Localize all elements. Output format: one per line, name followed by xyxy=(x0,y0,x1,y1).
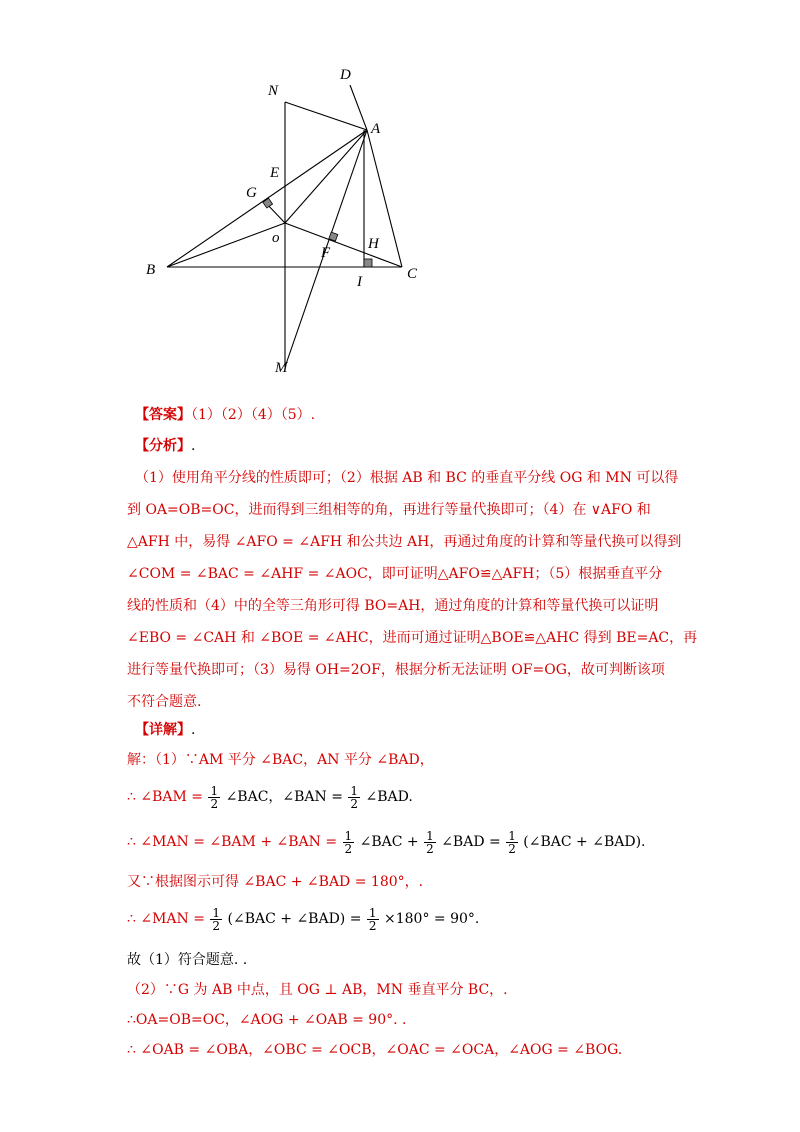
label-I: I xyxy=(357,274,362,290)
answer-line xyxy=(135,405,315,425)
fraction-half: $\frac{1}{2}$ xyxy=(344,828,353,856)
line-NA xyxy=(285,102,367,130)
fraction-half: $\frac{1}{2}$ xyxy=(426,828,434,856)
analysis-line-1: （1）使用角平分线的性质即可；（2）根据 AB 和 BC 的垂直平分线 OG 和 MN 可以得 xyxy=(135,470,679,486)
label-G: G xyxy=(246,185,257,201)
line-DA xyxy=(350,85,367,130)
answer-tag: 【答案】 xyxy=(135,407,191,423)
label-B: B xyxy=(146,262,156,278)
analysis-line-3: △AFH 中，易得 ∠AFO = ∠AFH 和公共边 AH，再通过角度的计算和等量代换可以得到 xyxy=(127,534,682,550)
analysis-line-2: 到 OA=OB=OC，进而得到三组相等的角，再进行等量代换即可；（4）在 ∨AFO 和 xyxy=(127,502,651,518)
analysis-heading: 【分析】. xyxy=(135,438,196,454)
label-E: E xyxy=(270,165,280,181)
label-N: N xyxy=(268,83,279,99)
detail-heading: 【详解】. xyxy=(135,722,196,738)
fraction-half: $\frac{1}{2}$ xyxy=(368,905,377,933)
fraction-half: $\frac{1}{2}$ xyxy=(210,783,219,811)
answer-text: （1）（2）（4）（5）. xyxy=(191,407,316,423)
line-OC xyxy=(285,223,402,267)
right-angle-I xyxy=(364,259,372,267)
analysis-line-8: 不符合题意. xyxy=(127,694,202,710)
detail-line-8: ∴OA=OB=OC，∠AOG + ∠OAB = 90°. . xyxy=(127,1012,407,1028)
label-H: H xyxy=(368,236,379,252)
detail-tag: 【详解】 xyxy=(135,722,191,738)
label-M: M xyxy=(275,360,288,376)
detail-line-7: （2）∵G 为 AB 中点，且 OG ⊥ AB，MN 垂直平分 BC，. xyxy=(127,982,508,998)
analysis-tag: 【分析】 xyxy=(135,438,191,454)
analysis-line-5: 线的性质和（4）中的全等三角形可得 BO=AH，通过角度的计算和等量代换可以证明 xyxy=(127,598,659,614)
fraction-half: $\frac{1}{2}$ xyxy=(508,828,516,856)
detail-line-4: 又∵根据图示可得 ∠BAC + ∠BAD = 180°，. xyxy=(127,874,424,890)
analysis-line-4: ∠COM = ∠BAC = ∠AHF = ∠AOC，即可证明△AFO≌△AFH；（5）根据垂直平分 xyxy=(127,566,663,582)
fraction-half: $\frac{1}{2}$ xyxy=(350,783,359,811)
detail-line-9: ∴ ∠OAB = ∠OBA，∠OBC = ∠OCB，∠OAC = ∠OCA，∠AOG = ∠BOG. xyxy=(127,1042,623,1058)
line-BO-extended xyxy=(167,223,285,267)
detail-line-1: 解：（1）∵AM 平分 ∠BAC，AN 平分 ∠BAD， xyxy=(127,752,434,768)
label-O: o xyxy=(272,230,280,246)
fraction-half: $\frac{1}{2}$ xyxy=(212,905,221,933)
line-AO xyxy=(285,130,367,223)
label-C: C xyxy=(407,266,418,282)
analysis-line-6: ∠EBO = ∠CAH 和 ∠BOE = ∠AHC，进而可通过证明△BOE≌△AHC 得到 BE=AC，再 xyxy=(127,630,698,646)
detail-line-3: ∴ ∠MAN = ∠BAM + ∠BAN = $\frac{1}{2}$ ∠BAC + $\frac{1}{2}$ ∠BAD = $\frac{1}{2}$ (∠BAC + ∠BAD). xyxy=(127,828,646,856)
analysis-line-7: 进行等量代换即可；（3）易得 OH=2OF，根据分析无法证明 OF=OG，故可判断该项 xyxy=(127,662,665,678)
label-A: A xyxy=(371,121,381,137)
line-BA xyxy=(167,130,367,267)
label-D: D xyxy=(340,67,351,83)
label-F: F xyxy=(321,245,331,261)
detail-line-2: ∴ ∠BAM = $\frac{1}{2}$ ∠BAC，∠BAN = $\frac{1}{2}$ ∠BAD. xyxy=(127,783,413,811)
geometry-figure xyxy=(130,55,450,385)
detail-line-6: 故（1）符合题意. . xyxy=(127,952,248,968)
detail-line-5: ∴ ∠MAN = $\frac{1}{2}$ (∠BAC + ∠BAD) = $\frac{1}{2}$ ×180° = 90°. xyxy=(127,905,480,933)
